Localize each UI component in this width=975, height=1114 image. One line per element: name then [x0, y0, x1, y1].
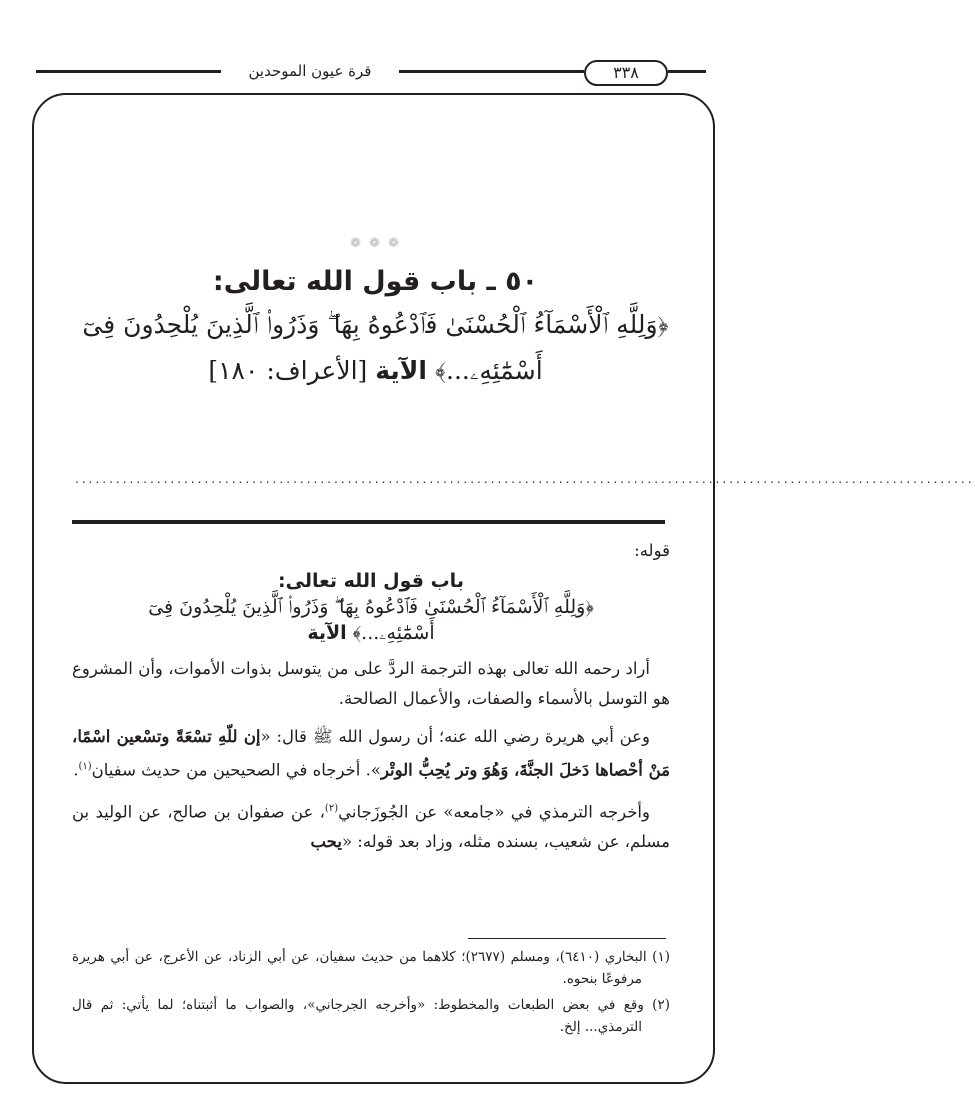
chapter-title: ٥٠ ـ باب قول الله تعالى:	[212, 266, 539, 297]
footnote-1: (١) البخاري (٦٤١٠)، ومسلم (٢٦٧٧)؛ كلاهما من حديث سفيان، عن أبي الزناد، عن الأعرج، عن أبي هريرة مرفوعًا بنحوه.	[72, 949, 670, 987]
header-rule-middle	[399, 70, 584, 73]
footnote-ref-1: (١)	[78, 761, 92, 772]
sub-title: باب قول الله تعالى:	[278, 570, 464, 592]
chapter-verse-text: ﴿وَلِلَّهِ ٱلْأَسْمَآءُ ٱلْحُسْنَىٰ فَٱدْعُوهُ بِهَا ۖ وَذَرُوا۟ ٱلَّذِينَ يُلْحِدُونَ فِىٓ أَسْمَٰٓئِهِۦ...﴾	[82, 310, 669, 385]
sub-verse-tail: الآية	[307, 622, 347, 644]
header-rule-left	[36, 70, 221, 73]
ornament-icon: ❁ ❁ ❁	[350, 236, 401, 251]
qawluhu-label: قوله:	[634, 541, 670, 560]
paragraph-2-source: ». أخرجاه في الصحيحين من حديث سفيان	[91, 760, 381, 780]
footnote-2: (٢) وقع في بعض الطبعات والمخطوط: «وأخرجه الجرجاني»، والصواب ما أثبتناه؛ لما يأتي: ثم قال الترمذي... إلخ.	[72, 997, 670, 1035]
chapter-verse-ref: [الأعراف: ١٨٠]	[208, 356, 368, 385]
paragraph-3-rest: ، عن صفوان بن صالح، عن الوليد بن مسلم، عن شعيب، بسنده مثله، وزاد بعد قوله: «	[72, 802, 670, 851]
page-header	[0, 56, 751, 90]
footnote-rule	[468, 938, 666, 939]
commentary-body	[72, 534, 670, 857]
sub-verse-text: ﴿وَلِلَّهِ ٱلْأَسْمَآءُ ٱلْحُسْنَىٰ فَٱدْعُوهُ بِهَا ۖ وَذَرُوا۟ ٱلَّذِينَ يُلْحِدُونَ فِىٓ أَسْمَٰٓئِهِۦ...﴾	[148, 596, 594, 644]
chapter-verse	[60, 302, 691, 394]
sub-verse	[72, 594, 670, 646]
footnotes	[72, 946, 670, 1042]
running-title: قرة عيون الموحدين	[248, 62, 372, 80]
paragraph-2	[72, 722, 670, 786]
paragraph-3-intro: وأخرجه الترمذي في «جامعه» عن الجُوزَجاني	[338, 802, 650, 821]
hadith-text: إن للّهِ تسْعَةً وتسْعين اسْمًا، مَنْ أحْصاها دَخلَ الجنَّةَ، وَهُوَ وتر يُحِبُّ الوتْر	[72, 727, 670, 780]
section-rule	[72, 520, 665, 524]
chapter-verse-tail: الآية	[375, 356, 427, 385]
paragraph-2-end: .	[73, 760, 79, 780]
paragraph-3	[72, 794, 670, 858]
header-rule-right	[668, 70, 706, 73]
paragraph-1: أراد رحمه الله تعالى بهذه الترجمة الردَّ على من يتوسل بذوات الأموات، وأن المشروع هو التوسل بالأسماء والصفات، والأعمال الصالحة.	[72, 659, 670, 708]
paragraph-2-intro: وعن أبي هريرة رضي الله عنه؛ أن رسول الله ﷺ قال: «	[260, 727, 650, 746]
paragraph-3-bold: يحب	[310, 832, 342, 851]
footnote-ref-2: (٢)	[324, 802, 339, 814]
page-number: ٣٣٨	[584, 60, 668, 86]
dotted-divider: ....................................................................................................................................	[75, 472, 975, 486]
